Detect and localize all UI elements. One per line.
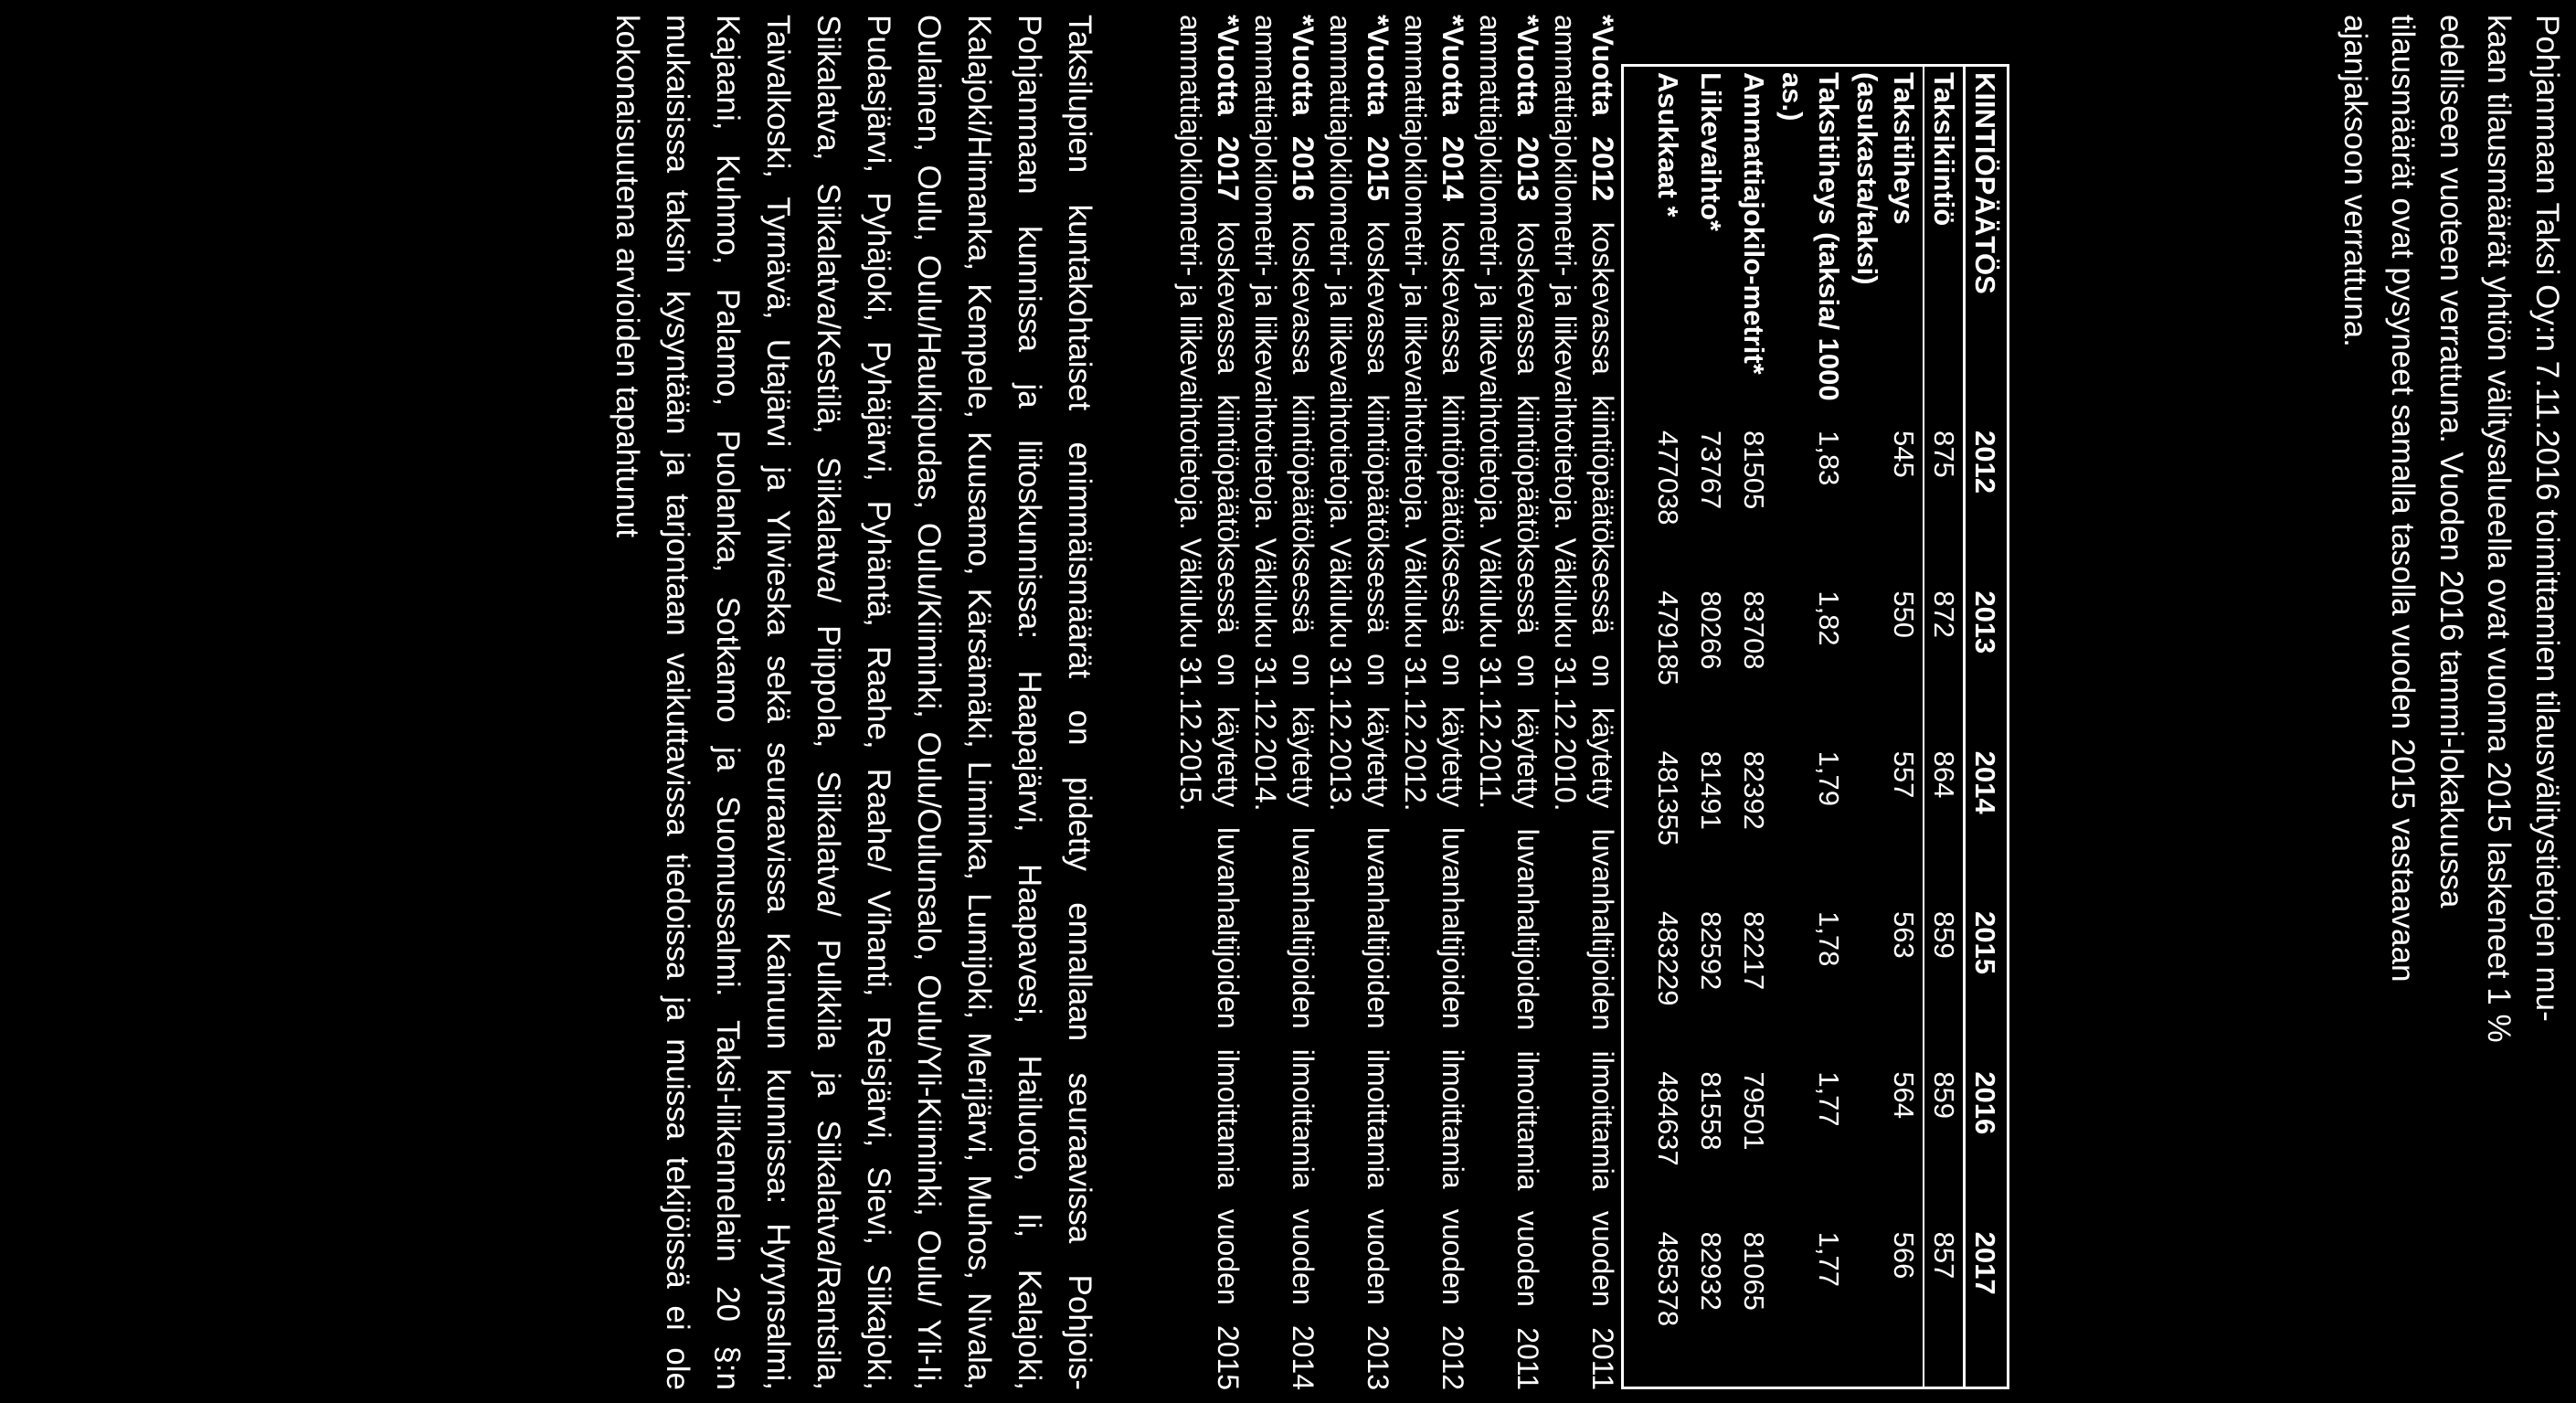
table-row [1773,67,1848,1387]
quota-table [1621,64,2009,1389]
table-cell: 82932 [1695,1231,1727,1311]
table-cell: 872 [1924,585,1965,745]
table-header-cell: 2014 [1965,746,2008,906]
table-header-cell: 2015 [1965,906,2008,1066]
footnote-text: koskevassa kiintiöpäätöksessä on käytetty luvanhaltijoiden ilmoittamia vuoden 2011 ammattiajokilometri- ja liikevaihtotietoja. Väkiluku 31.12.2010. [1549,15,1619,1391]
table-cell: 484637 [1652,1071,1684,1166]
table-cell: 73767 [1695,430,1727,510]
table-cell: 82392 [1738,750,1770,830]
table-cell: 83708 [1738,590,1770,670]
table-cell: 1,82 [1813,590,1845,646]
table-header-row [1965,67,2008,1387]
table-cell: 483229 [1652,910,1684,1006]
table-cell: 80266 [1695,590,1727,670]
table-cell: 485378 [1652,1231,1684,1327]
table-cell: 859 [1924,906,1965,1066]
row-label: Taksikiintiö [1924,67,1965,425]
table-row [1734,67,1773,1387]
table-row [1691,67,1734,1387]
footnote [1321,15,1396,1390]
table-header-cell: 2017 [1965,1227,2008,1387]
footnote-lead: *Vuotta 2013 [1511,15,1544,202]
table-header-cell: 2012 [1965,425,2008,585]
row-label: Asukkaat * [1652,72,1684,218]
table-row [1924,67,1965,1387]
row-label: Liikevaihto* [1695,72,1727,231]
footnote-lead: *Vuotta 2016 [1287,15,1320,202]
table-cell: 82217 [1738,910,1770,991]
footnote [1546,15,1621,1390]
table-cell: 857 [1924,1227,1965,1387]
intro-line: Pohjanmaan Taksi Oy:n 7.11.2016 toimittamien tilausvälitystietojen mu- [2529,15,2565,1022]
intro-paragraph [2331,15,2571,1390]
row-label: Taksitiheys (asukasta/taksi) [1851,72,1920,285]
table-cell: 859 [1924,1066,1965,1226]
footnote [1246,15,1321,1390]
footnote-text: koskevassa kiintiöpäätöksessä on käytetty luvanhaltijoiden ilmoittamia vuoden 2013 ammattiajokilometri- ja liikevaihtotietoja. Väkiluku 31.12.2013. [1324,15,1394,1391]
table-row [1848,67,1924,1387]
table-cell: 81065 [1738,1231,1770,1311]
municipality-paragraph: Taksilupien kuntakohtaiset enimmäismäärät on pidetty ennallaan seuraavissa Pohjois-Pohjanmaan kunnissa ja liitoskunnissa: Haapajärvi, Haapavesi, Hailuoto, Ii, Kalajoki, Kalajoki/Himanka, Kempele, Kuusamo, Kärsämäki, Liminka, Lumijoki, Merijärvi, Muhos, Nivala, Oulainen, Oulu, Oulu/Haukipudas, Oulu/Kiiminki, Oulu/Oulunsalo, Oulu/Yli-Kiiminki, Oulu/ Yli-Ii, Pudasjärvi, Pyhäjoki, Pyhäjärvi, Pyhäntä, Raahe, Raahe/ Vihanti, Reisjärvi, Sievi, Siikajoki, Siikalatva, Siikalatva/Kestilä, Siikalatva/ Piippola, Siikalatva/ Pulkkila ja Siikalatva/Rantsila, Taivalkoski, Tyrnävä, Utajärvi ja Ylivieska sekä seuraavissa Kainuun kunnissa: Hyrynsalmi, Kajaani, Kuhmo, Palamo, Puolanka, Sotkamo ja Suomussalmi. Taksi-liikennelain 20 §:n mukaisissa taksin kysyntään ja tarjontaan vaikuttavissa tiedoissa ja muissa tekijöissä ei ole kokonaisuutena arvioiden tapahtunut [610,15,1097,1390]
table-header-cell: 2016 [1965,1066,2008,1226]
footnote-text: koskevassa kiintiöpäätöksessä on käytetty luvanhaltijoiden ilmoittamia vuoden 2015 ammattiajokilometri- ja liikevaihtotietoja. Väkiluku 31.12.2015. [1174,15,1245,1391]
footnote-text: koskevassa kiintiöpäätöksessä on käytetty luvanhaltijoiden ilmoittamia vuoden 2011 ammattiajokilometri- ja liikevaihtotietoja. Väkiluku 31.12.2011. [1474,15,1544,1391]
intro-line: kaan tilausmäärät yhtiön välitysalueella ovat vuonna 2015 laskeneet 1 % [2481,15,2518,1043]
table-cell: 1,78 [1813,910,1845,967]
footnote-text: koskevassa kiintiöpäätöksessä on käytetty luvanhaltijoiden ilmoittamia vuoden 2014 ammattiajokilometri- ja liikevaihtotietoja. Väkiluku 31.12.2014. [1249,15,1320,1391]
table-cell: 550 [1888,590,1920,639]
table-cell: 82592 [1695,910,1727,991]
table-cell: 81491 [1695,750,1727,830]
table-cell: 557 [1888,750,1920,799]
footnote [1396,15,1471,1390]
quota-table-grid [1648,67,2007,1387]
intro-line: edelliseen vuoteen verrattuna. Vuoden 2016 tammi-lokakuussa [2433,15,2469,909]
footnote-lead: *Vuotta 2015 [1362,15,1394,202]
table-cell: 81558 [1695,1071,1727,1151]
table-header-cell: 2013 [1965,585,2008,745]
intro-line: tilausmäärät ovat pysyneet samalla tasolla vuoden 2015 vastaavaan [2385,15,2422,983]
table-cell: 564 [1888,1071,1920,1120]
footnote-lead: *Vuotta 2017 [1212,15,1245,202]
table-cell: 563 [1888,910,1920,959]
table-cell: 79501 [1738,1071,1770,1151]
table-cell: 81505 [1738,430,1770,510]
footnote-lead: *Vuotta 2012 [1586,15,1619,202]
table-cell: 1,77 [1813,1071,1845,1127]
table-cell: 1,83 [1813,430,1845,486]
row-label: Ammattiajokilo-metrit* [1738,72,1770,375]
intro-line: ajanjaksoon verrattuna. [2337,15,2373,347]
row-label: Taksitiheys (taksia/ 1000 as.) [1776,72,1845,401]
footnote [1171,15,1246,1390]
table-cell: 479185 [1652,590,1684,686]
table-row [1648,67,1691,1387]
table-cell: 1,77 [1813,1231,1845,1287]
footnote-text: koskevassa kiintiöpäätöksessä on käytetty luvanhaltijoiden ilmoittamia vuoden 2012 ammattiajokilometri- ja liikevaihtotietoja. Väkiluku 31.12.2012. [1399,15,1469,1391]
table-cell: 1,79 [1813,750,1845,806]
footnote-lead: *Vuotta 2014 [1436,15,1469,202]
table-cell: 545 [1888,430,1920,478]
table-cell: 864 [1924,746,1965,906]
table-cell: 477038 [1652,430,1684,526]
table-header-cell: KIINTIÖPÄÄTÖS [1965,67,2008,425]
table-cell: 566 [1888,1231,1920,1280]
footnote [1471,15,1546,1390]
table-cell: 481355 [1652,750,1684,846]
table-footnotes [1171,15,1621,1390]
table-cell: 875 [1924,425,1965,585]
